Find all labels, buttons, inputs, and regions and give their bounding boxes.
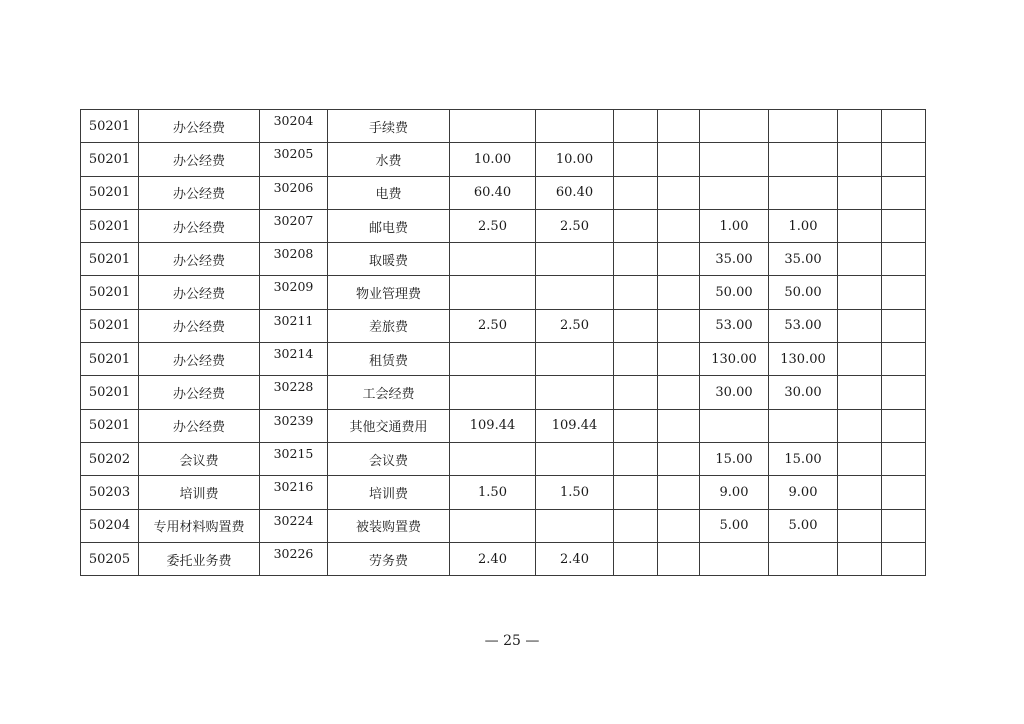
amount-cell-8 [882,176,926,209]
function-name-cell: 办公经费 [139,176,260,209]
economic-code-cell: 30214 [260,343,328,376]
amount-cell-5: 50.00 [700,276,769,309]
economic-name-cell: 水费 [328,143,450,176]
amount-cell-6: 35.00 [769,243,838,276]
amount-cell-6: 130.00 [769,343,838,376]
amount-cell-7 [838,343,882,376]
amount-cell-3 [614,376,658,409]
amount-cell-4 [658,376,700,409]
amount-cell-6: 15.00 [769,442,838,475]
amount-cell-1: 2.50 [450,309,536,342]
amount-cell-2 [536,276,614,309]
function-name-cell: 办公经费 [139,376,260,409]
amount-cell-6 [769,176,838,209]
table-row [81,476,926,509]
amount-cell-7 [838,176,882,209]
amount-cell-8 [882,343,926,376]
budget-table [80,109,926,576]
economic-name-cell: 取暖费 [328,243,450,276]
table-row [81,509,926,542]
amount-cell-8 [882,309,926,342]
amount-cell-6: 9.00 [769,476,838,509]
economic-name-cell: 物业管理费 [328,276,450,309]
amount-cell-8 [882,476,926,509]
amount-cell-5: 15.00 [700,442,769,475]
amount-cell-8 [882,243,926,276]
amount-cell-1 [450,243,536,276]
economic-name-cell: 被装购置费 [328,509,450,542]
amount-cell-4 [658,110,700,143]
amount-cell-6 [769,110,838,143]
amount-cell-3 [614,209,658,242]
economic-name-cell: 工会经费 [328,376,450,409]
economic-name-cell: 会议费 [328,442,450,475]
amount-cell-7 [838,409,882,442]
amount-cell-1: 1.50 [450,476,536,509]
amount-cell-3 [614,409,658,442]
function-code-cell: 50201 [81,276,139,309]
amount-cell-3 [614,143,658,176]
function-code-cell: 50201 [81,343,139,376]
economic-name-cell: 差旅费 [328,309,450,342]
economic-name-cell: 劳务费 [328,542,450,575]
table-body [81,110,926,576]
amount-cell-6 [769,409,838,442]
economic-code-cell: 30239 [260,409,328,442]
function-name-cell: 专用材料购置费 [139,509,260,542]
economic-name-cell: 培训费 [328,476,450,509]
amount-cell-4 [658,176,700,209]
amount-cell-3 [614,309,658,342]
function-name-cell: 办公经费 [139,209,260,242]
economic-code-cell: 30208 [260,243,328,276]
amount-cell-4 [658,542,700,575]
amount-cell-5 [700,176,769,209]
table-row [81,343,926,376]
amount-cell-7 [838,476,882,509]
amount-cell-8 [882,442,926,475]
function-code-cell: 50201 [81,209,139,242]
economic-name-cell: 电费 [328,176,450,209]
amount-cell-1: 2.50 [450,209,536,242]
amount-cell-7 [838,143,882,176]
amount-cell-3 [614,542,658,575]
amount-cell-7 [838,209,882,242]
economic-code-cell: 30228 [260,376,328,409]
amount-cell-3 [614,343,658,376]
economic-code-cell: 30224 [260,509,328,542]
amount-cell-2 [536,509,614,542]
amount-cell-6: 53.00 [769,309,838,342]
amount-cell-8 [882,409,926,442]
function-code-cell: 50201 [81,176,139,209]
amount-cell-2: 2.50 [536,209,614,242]
amount-cell-3 [614,110,658,143]
amount-cell-5: 1.00 [700,209,769,242]
table-row [81,110,926,143]
table-row [81,276,926,309]
amount-cell-4 [658,209,700,242]
amount-cell-1 [450,110,536,143]
economic-code-cell: 30216 [260,476,328,509]
function-name-cell: 培训费 [139,476,260,509]
amount-cell-2: 1.50 [536,476,614,509]
amount-cell-1 [450,276,536,309]
amount-cell-5: 5.00 [700,509,769,542]
page-number: — 25 — [484,633,540,649]
amount-cell-7 [838,376,882,409]
table-row [81,243,926,276]
function-code-cell: 50204 [81,509,139,542]
amount-cell-1 [450,442,536,475]
amount-cell-3 [614,442,658,475]
amount-cell-5: 53.00 [700,309,769,342]
economic-name-cell: 手续费 [328,110,450,143]
amount-cell-4 [658,143,700,176]
amount-cell-3 [614,243,658,276]
amount-cell-7 [838,442,882,475]
function-code-cell: 50203 [81,476,139,509]
amount-cell-4 [658,409,700,442]
amount-cell-8 [882,209,926,242]
table-row [81,409,926,442]
amount-cell-7 [838,509,882,542]
amount-cell-6 [769,542,838,575]
table-row [81,442,926,475]
amount-cell-1 [450,376,536,409]
function-code-cell: 50201 [81,376,139,409]
economic-code-cell: 30204 [260,110,328,143]
amount-cell-2: 60.40 [536,176,614,209]
amount-cell-4 [658,509,700,542]
amount-cell-2: 2.50 [536,309,614,342]
table-row [81,176,926,209]
amount-cell-8 [882,376,926,409]
economic-name-cell: 租赁费 [328,343,450,376]
amount-cell-5 [700,409,769,442]
amount-cell-2 [536,243,614,276]
amount-cell-4 [658,343,700,376]
amount-cell-5 [700,110,769,143]
amount-cell-4 [658,309,700,342]
amount-cell-8 [882,143,926,176]
amount-cell-2 [536,343,614,376]
amount-cell-6: 30.00 [769,376,838,409]
amount-cell-4 [658,276,700,309]
economic-name-cell: 其他交通费用 [328,409,450,442]
amount-cell-5: 30.00 [700,376,769,409]
amount-cell-1: 10.00 [450,143,536,176]
amount-cell-5 [700,143,769,176]
amount-cell-7 [838,110,882,143]
economic-code-cell: 30206 [260,176,328,209]
amount-cell-4 [658,476,700,509]
amount-cell-3 [614,476,658,509]
amount-cell-6: 50.00 [769,276,838,309]
table-row [81,542,926,575]
function-code-cell: 50202 [81,442,139,475]
amount-cell-5 [700,542,769,575]
amount-cell-2 [536,442,614,475]
amount-cell-1: 60.40 [450,176,536,209]
amount-cell-1: 2.40 [450,542,536,575]
amount-cell-1: 109.44 [450,409,536,442]
amount-cell-1 [450,509,536,542]
function-name-cell: 会议费 [139,442,260,475]
amount-cell-8 [882,509,926,542]
amount-cell-4 [658,243,700,276]
amount-cell-6: 5.00 [769,509,838,542]
function-name-cell: 委托业务费 [139,542,260,575]
function-name-cell: 办公经费 [139,409,260,442]
function-code-cell: 50201 [81,309,139,342]
amount-cell-2 [536,110,614,143]
function-code-cell: 50201 [81,243,139,276]
amount-cell-5: 9.00 [700,476,769,509]
function-code-cell: 50201 [81,143,139,176]
amount-cell-7 [838,243,882,276]
economic-code-cell: 30215 [260,442,328,475]
economic-code-cell: 30209 [260,276,328,309]
amount-cell-2: 109.44 [536,409,614,442]
amount-cell-8 [882,542,926,575]
economic-name-cell: 邮电费 [328,209,450,242]
function-name-cell: 办公经费 [139,110,260,143]
amount-cell-6 [769,143,838,176]
function-name-cell: 办公经费 [139,309,260,342]
function-name-cell: 办公经费 [139,343,260,376]
economic-code-cell: 30207 [260,209,328,242]
amount-cell-2: 10.00 [536,143,614,176]
amount-cell-8 [882,276,926,309]
amount-cell-7 [838,276,882,309]
amount-cell-6: 1.00 [769,209,838,242]
function-code-cell: 50205 [81,542,139,575]
economic-code-cell: 30226 [260,542,328,575]
amount-cell-8 [882,110,926,143]
economic-code-cell: 30205 [260,143,328,176]
function-code-cell: 50201 [81,409,139,442]
amount-cell-7 [838,542,882,575]
amount-cell-3 [614,509,658,542]
function-code-cell: 50201 [81,110,139,143]
amount-cell-1 [450,343,536,376]
table-row [81,309,926,342]
function-name-cell: 办公经费 [139,143,260,176]
function-name-cell: 办公经费 [139,243,260,276]
function-name-cell: 办公经费 [139,276,260,309]
amount-cell-4 [658,442,700,475]
amount-cell-2: 2.40 [536,542,614,575]
amount-cell-5: 35.00 [700,243,769,276]
economic-code-cell: 30211 [260,309,328,342]
table-row [81,209,926,242]
amount-cell-2 [536,376,614,409]
amount-cell-5: 130.00 [700,343,769,376]
table-row [81,376,926,409]
amount-cell-3 [614,276,658,309]
table-row [81,143,926,176]
amount-cell-7 [838,309,882,342]
amount-cell-3 [614,176,658,209]
